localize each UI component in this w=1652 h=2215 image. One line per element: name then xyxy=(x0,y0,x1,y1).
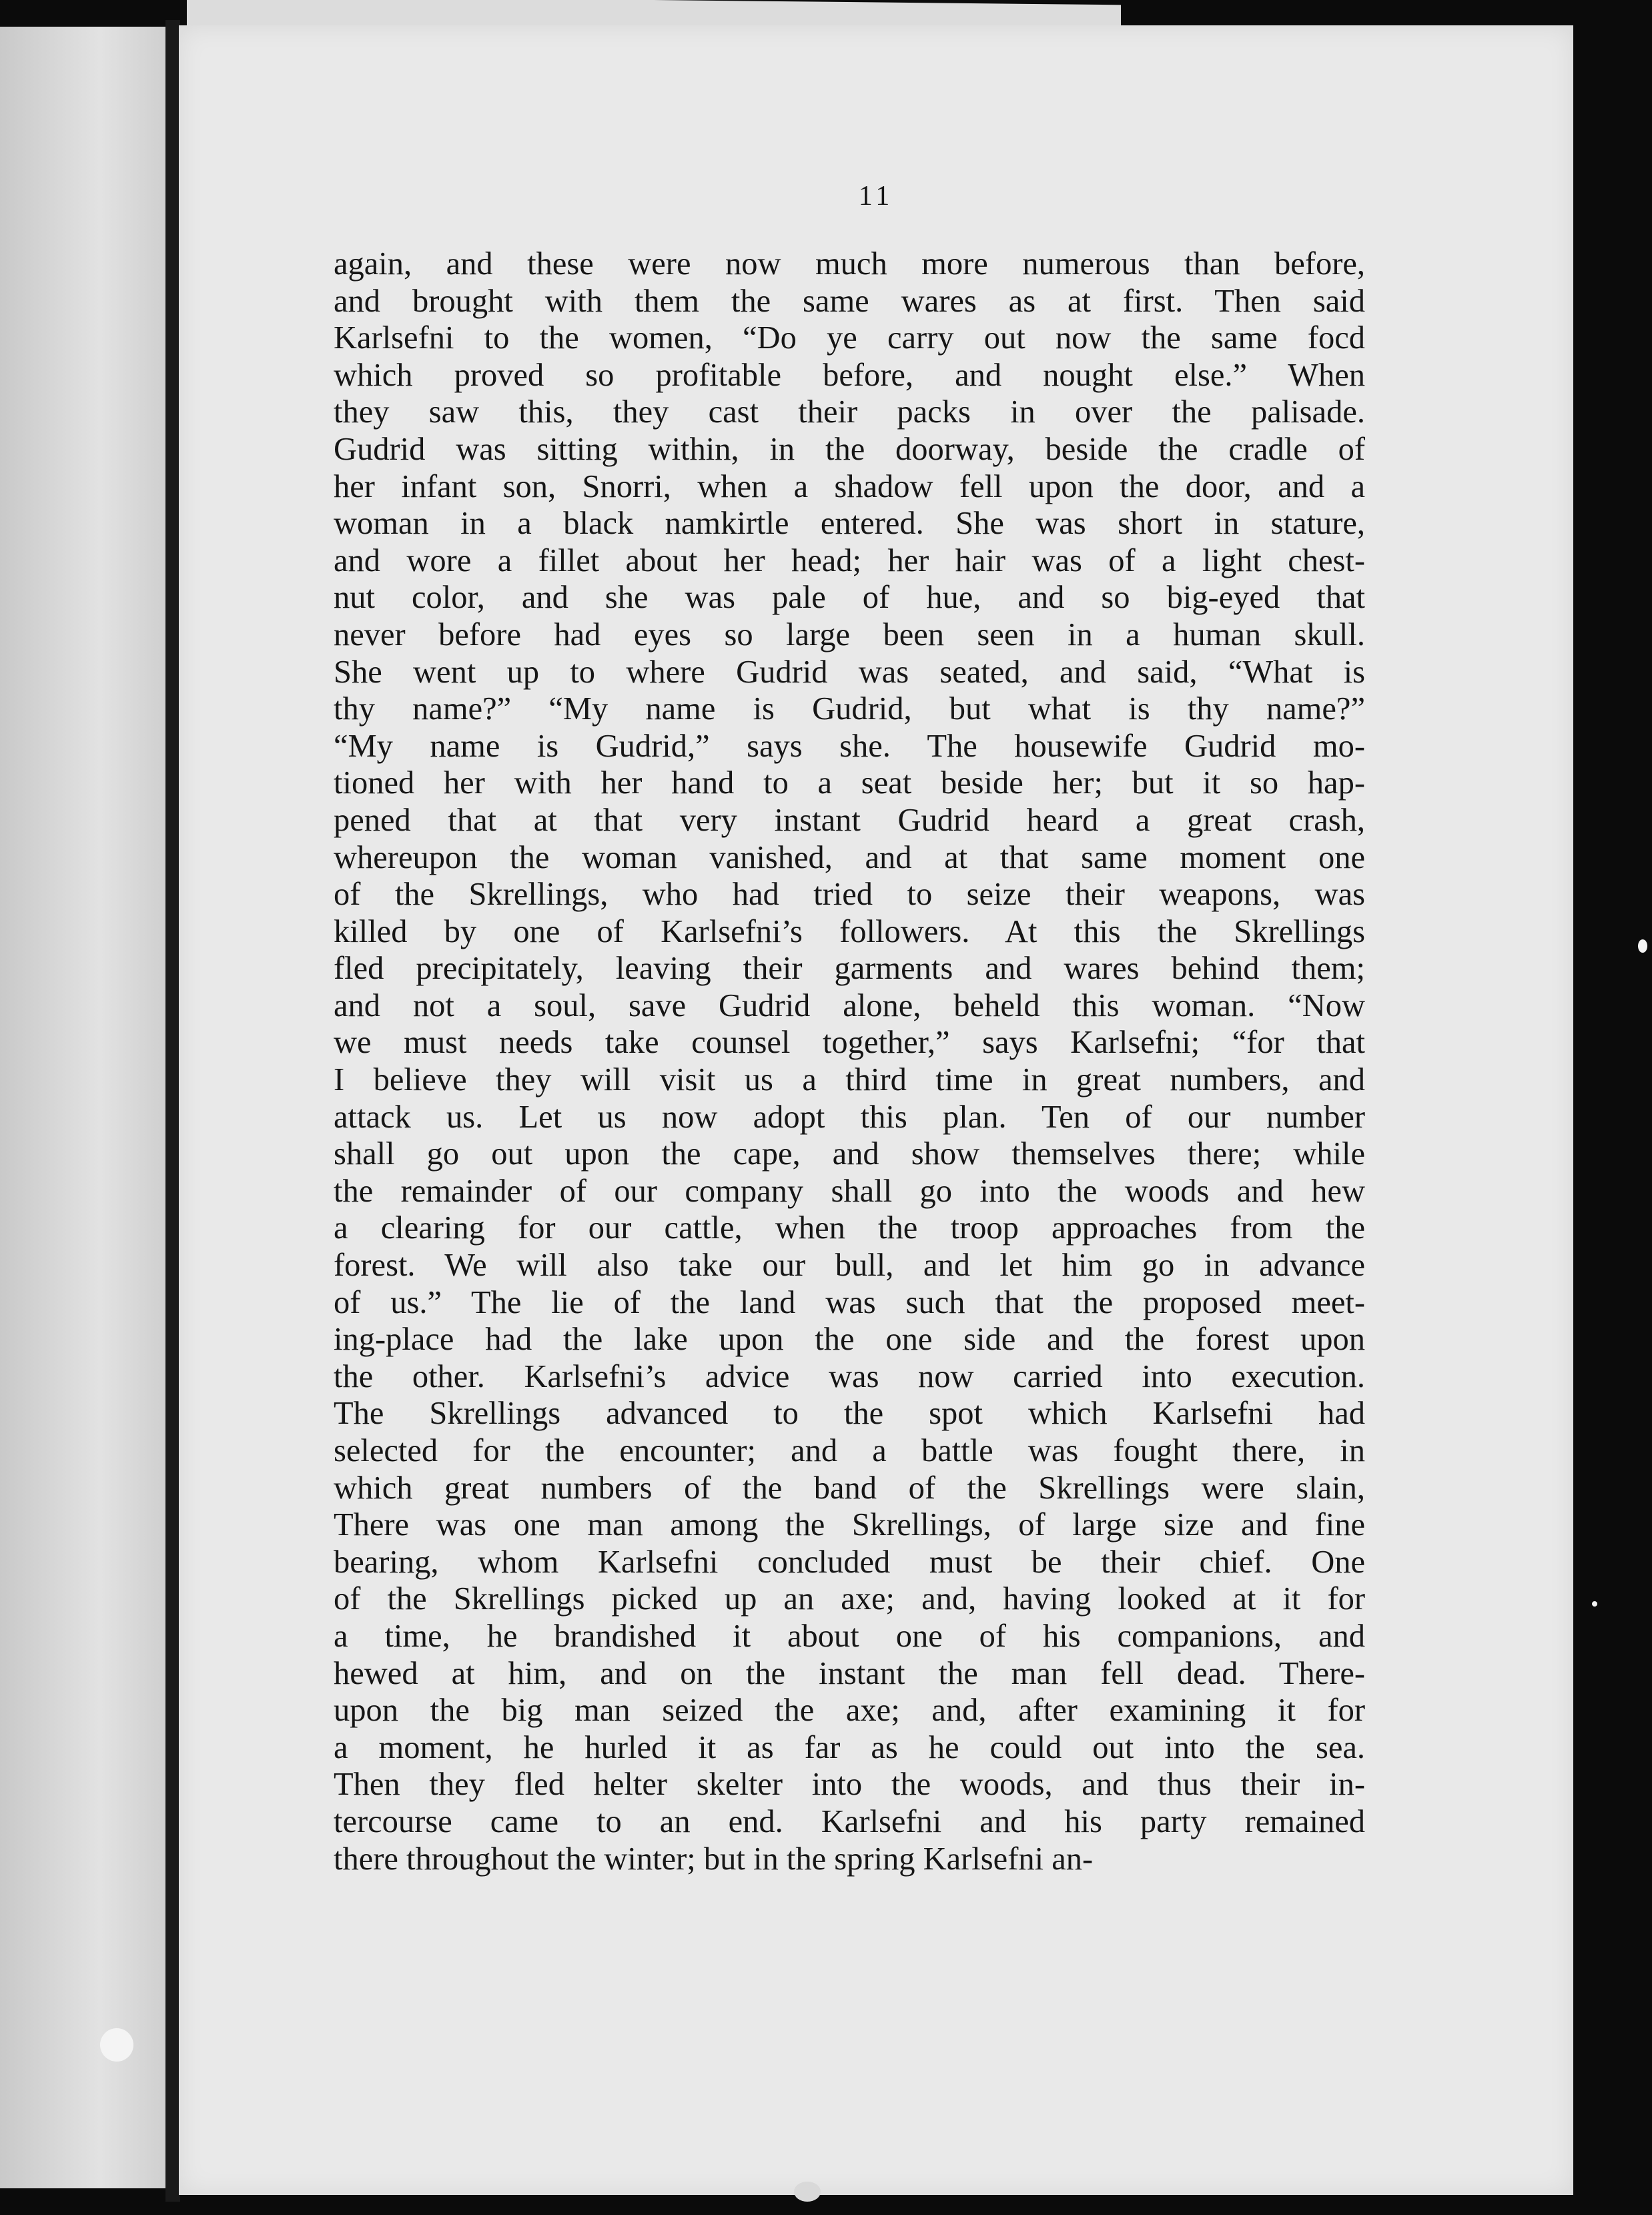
text-line: her infant son, Snorri, when a shadow fell upon the door, and a xyxy=(334,468,1365,504)
text-line: attack us. Let us now adopt this plan. Ten of our number xyxy=(334,1099,1365,1135)
text-line: a moment, he hurled it as far as he could out into the sea. xyxy=(334,1729,1365,1765)
text-line: forest. We will also take our bull, and let him go in advance xyxy=(334,1248,1365,1284)
text-line: tercourse came to an end. Karlsefni and his party remained xyxy=(334,1803,1365,1839)
text-line: thy name?” “My name is Gudrid, but what is thy name?” xyxy=(334,691,1365,727)
text-line: nut color, and she was pale of hue, and so big-eyed that xyxy=(334,580,1365,616)
book-gutter xyxy=(165,20,180,2202)
text-line: She went up to where Gudrid was seated, and said, “What is xyxy=(334,654,1365,690)
book-page xyxy=(179,25,1573,2195)
text-line: woman in a black namkirtle entered. She was short in stature, xyxy=(334,506,1365,542)
body-text xyxy=(334,246,1365,1877)
text-line: ing-place had the lake upon the one side and the forest upon xyxy=(334,1322,1365,1358)
text-line: Then they fled helter skelter into the woods, and thus their in- xyxy=(334,1767,1365,1803)
text-line: and brought with them the same wares as at first. Then said xyxy=(334,283,1365,319)
text-line: selected for the encounter; and a battle was fought there, in xyxy=(334,1433,1365,1468)
text-line: and not a soul, save Gudrid alone, beheld this woman. “Now xyxy=(334,987,1365,1023)
page-number: 11 xyxy=(858,181,894,211)
text-line: Karlsefni to the women, “Do ye carry out now the same focd xyxy=(334,320,1365,356)
text-line: never before had eyes so large been seen in a human skull. xyxy=(334,616,1365,652)
text-line: shall go out upon the cape, and show themselves there; while xyxy=(334,1136,1365,1172)
text-line: upon the big man seized the axe; and, after examining it for xyxy=(334,1693,1365,1729)
text-line: There was one man among the Skrellings, of large size and fine xyxy=(334,1507,1365,1543)
text-line: I believe they will visit us a third time in great numbers, and xyxy=(334,1062,1365,1098)
text-line: the remainder of our company shall go into the woods and hew xyxy=(334,1173,1365,1209)
text-line: bearing, whom Karlsefni concluded must be their chief. One xyxy=(334,1544,1365,1580)
text-line: and wore a fillet about her head; her hair was of a light chest- xyxy=(334,542,1365,578)
facing-page xyxy=(0,27,167,2188)
text-line: they saw this, they cast their packs in over the palisade. xyxy=(334,394,1365,430)
text-line: of the Skrellings, who had tried to seize their weapons, was xyxy=(334,877,1365,913)
text-line: killed by one of Karlsefni’s followers. At this the Skrellings xyxy=(334,913,1365,949)
text-line: we must needs take counsel together,” says Karlsefni; “for that xyxy=(334,1025,1365,1061)
text-line: The Skrellings advanced to the spot which Karlsefni had xyxy=(334,1396,1365,1432)
text-line: there throughout the winter; but in the spring Karlsefni an- xyxy=(334,1841,1094,1877)
text-line: Gudrid was sitting within, in the doorway, beside the cradle of xyxy=(334,431,1365,467)
text-line: of the Skrellings picked up an axe; and, having looked at it for xyxy=(334,1581,1365,1617)
text-line: tioned her with her hand to a seat beside her; but it so hap- xyxy=(334,765,1365,801)
text-line: again, and these were now much more numerous than before, xyxy=(334,246,1365,282)
text-line: pened that at that very instant Gudrid heard a great crash, xyxy=(334,802,1365,838)
text-line: the other. Karlsefni’s advice was now carried into execution. xyxy=(334,1358,1365,1394)
text-line: whereupon the woman vanished, and at that same moment one xyxy=(334,839,1365,875)
text-line: “My name is Gudrid,” says she. The housewife Gudrid mo- xyxy=(334,728,1365,764)
text-line: a time, he brandished it about one of his companions, and xyxy=(334,1618,1365,1654)
text-line: which proved so profitable before, and nought else.” When xyxy=(334,357,1365,393)
text-line: fled precipitately, leaving their garments and wares behind them; xyxy=(334,951,1365,987)
text-line: hewed at him, and on the instant the man fell dead. There- xyxy=(334,1655,1365,1691)
text-line: of us.” The lie of the land was such that the proposed meet- xyxy=(334,1284,1365,1320)
text-line: which great numbers of the band of the Skrellings were slain, xyxy=(334,1470,1365,1506)
text-line: a clearing for our cattle, when the troop approaches from the xyxy=(334,1210,1365,1246)
